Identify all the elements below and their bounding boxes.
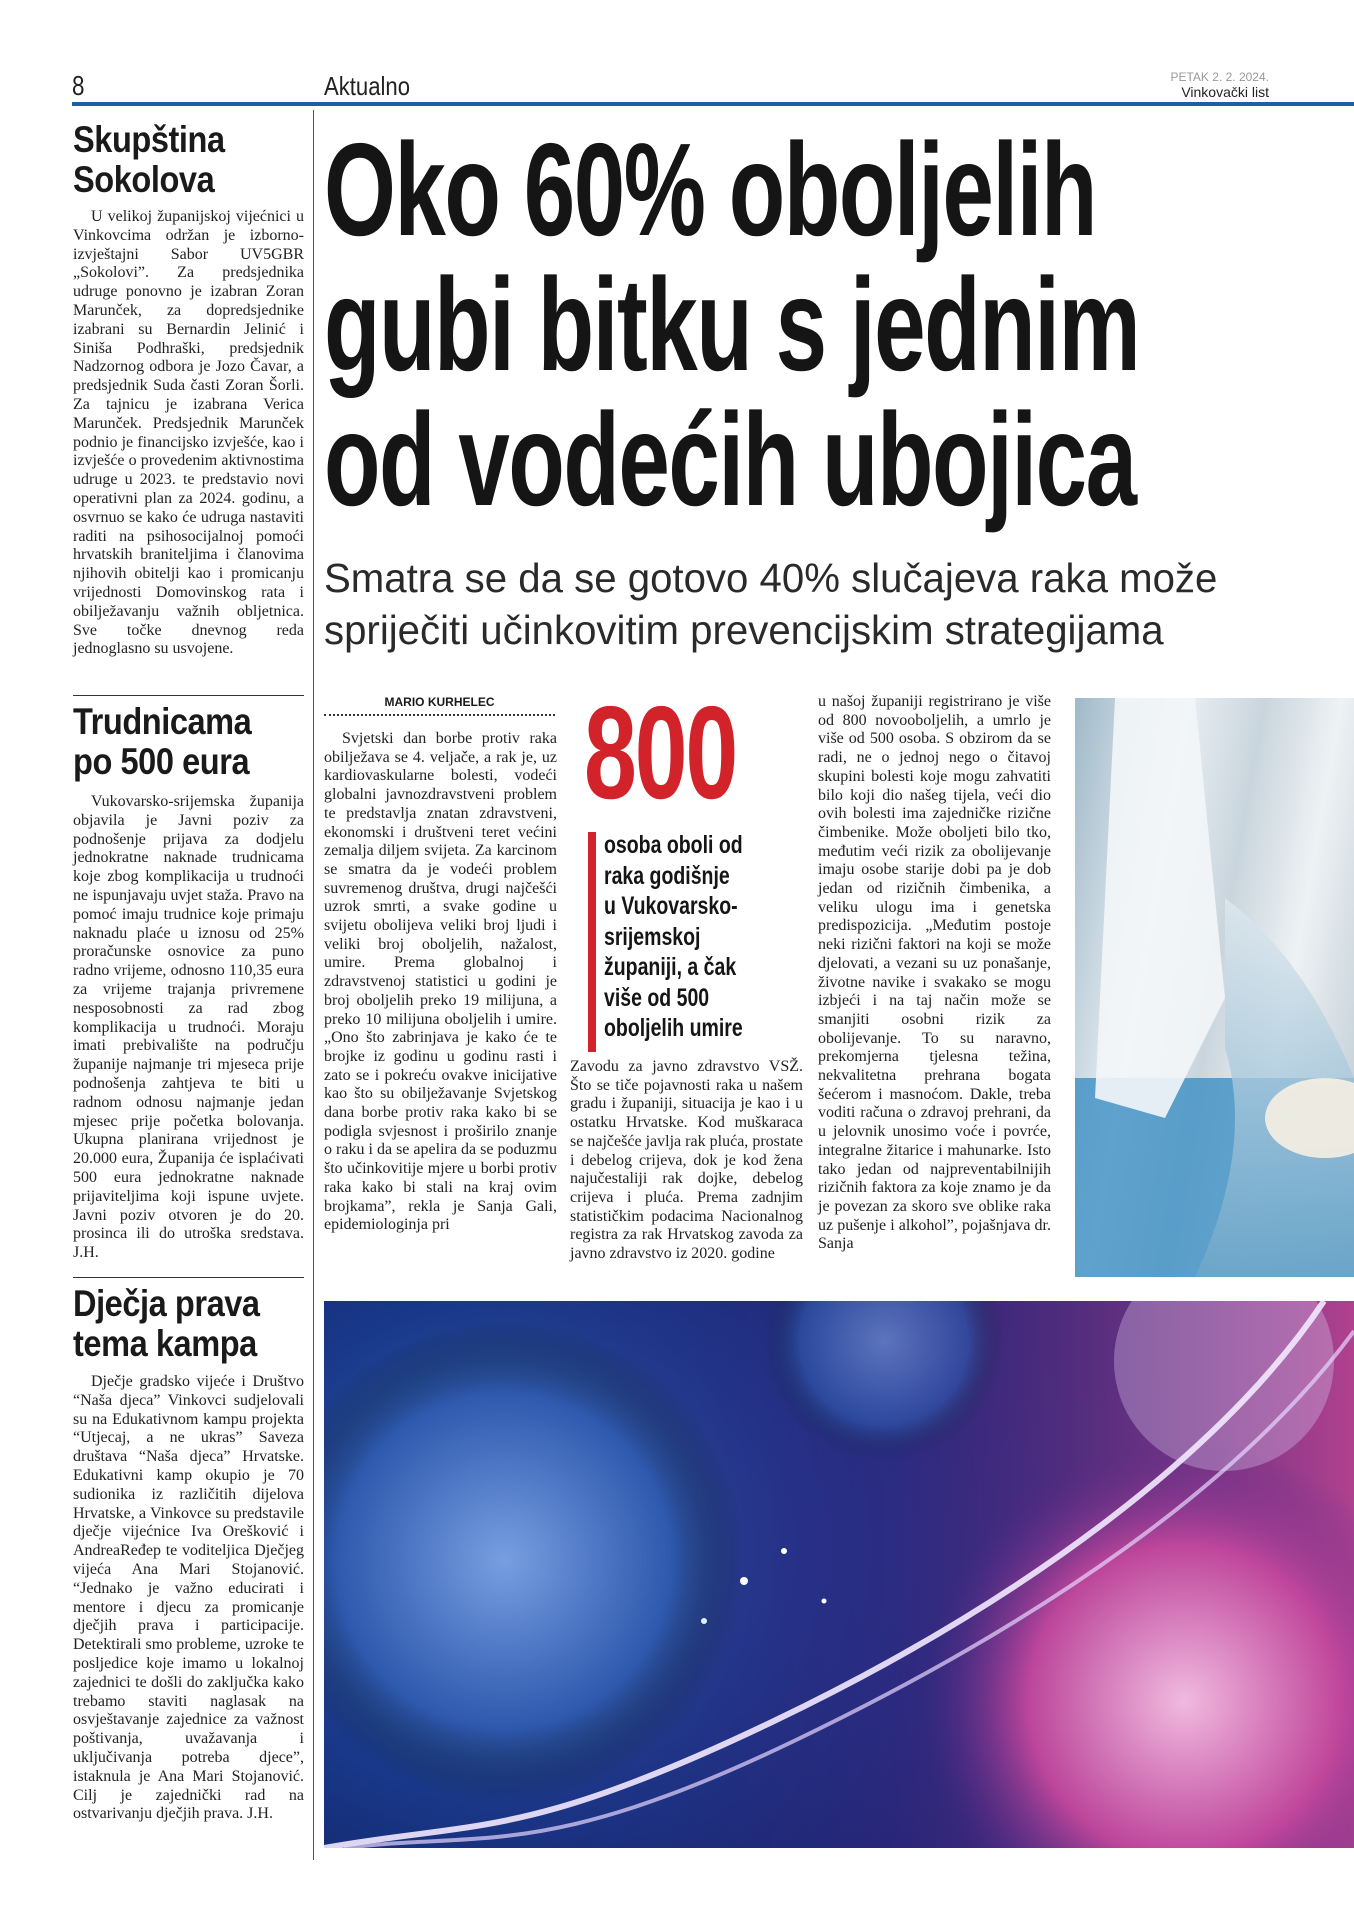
brief-body: U velikoj županijskoj vijećnici u Vinkovcima održan je izborno-izvještajni Sabor UV5GBR „Sokolovi”. Za predsjednika udruge ponovno je izabran Zoran Marunček, za dopredsjednike izabrani su Bernardin Jelinić i Siniša Podhraški, predsjednik Nadzornog odbora je Jozo Čavar, a predsjednik Suda časti Zoran Šorli. Za tajnicu je izabrana Verica Marunček. Predsjednik Marunček podnio je financijsko izvješće, kao i izvješće o provedenim aktivnostima udruge u 2023. te predstavio novi operativni plan za 2024. godinu, a osvrnuo se kako će udruga nastaviti raditi na psihosocijalnoj pomoći hrvatskih braniteljima i članovima njihovih obitelji kao i promicanju vrijednosti Domovinskog rata i obilježavanju važnih obljetnica. Sve točke dnevnog reda jednoglasno su usvojene. [73,208,304,658]
pullquote-text [604,830,807,1044]
brief-divider [73,695,304,696]
section-title: Aktualno [324,71,411,101]
highlight-number: 800 [584,679,737,826]
masthead [1170,70,1269,100]
cancer-cells-dna-illustration [324,1301,1354,1848]
paper-name: Vinkovački list [1181,84,1269,100]
brief-divider [73,1277,304,1278]
headline-line: Oko 60% oboljelih [324,116,1097,263]
article-subtitle [324,552,1333,656]
article-column-3: u našoj županiji registrirano je više od 800 novooboljelih, a umrlo je više od 500 osoba. S obzirom da se radi, ne o jednoj nego o čitavoj skupini bolesti koje mogu zahvatiti bilo koji dio našeg tijela, veći dio ovih bolesti ima zajedničke rizične čimbenike. Može oboljeti bilo tko, međutim veći rizik za obolijevanje imaju osobe starije dobi pa je dob jedan od rizičnih čimbenika, a veliku ulogu ima i genetska predispozicija. „Međutim postoje neki rizični faktori na koji se može djelovati, a vezani su uz ponašanje, životne navike i svakako se mogu izbjeći i na taj način može se smanjiti osobni rizik za obolijevanje. To su naravno, prekomjerna tjelesna težina, nekvalitetna prehrana bogata šećerom i masnoćom. Dakle, treba voditi računa o zdravoj prehrani, da u jelovnik unosimo voće i povrće, integralne žitarice i mahunarke. Isto tako jedan od najpreventabilnijih rizičnih faktora za koje znamo je da je povezan za skoro sve oblike raka uz pušenje i alkohol”, pojašnjava dr. Sanja [818,693,1051,1253]
pullquote-line: raka godišnje [604,861,730,890]
pullquote-line: županiji, a čak [604,953,737,981]
cells-dna-art [324,1301,1354,1848]
subtitle-line: Smatra se da se gotovo 40% slučajeva raka može [324,555,1218,601]
page-number: 8 [72,70,85,101]
highlight-pullquote [588,832,803,1052]
pullquote-bar [588,832,596,1052]
pullquote-line: srijemskoj [604,922,701,951]
pullquote-line: više od 500 [604,983,710,1012]
headline-line: od vodećih ubojica [324,386,1136,533]
brief-title: Dječja prava tema kampa [73,1283,260,1364]
byline-dotted-rule [324,714,555,716]
brief-body: Vukovarsko-srijemska županija objavila je Javni poziv za podnošenje prijava za dodjelu jednokratne naknade trudnicama koje zbog komplikacija u trudnoći ne ispunjavaju uvjet staža. Pravo na pomoć imaju trudnice koje primaju naknadu plaće u iznosu od 25% proračunske osnovice za puno radno vrijeme, odnosno 110,35 eura za vrijeme trajanja privremene nesposobnosti za rad zbog komplikacija u trudnoći. Moraju imati prebivalište na području županije najmanje tri mjeseca prije podnošenja zahtjeva te biti u radnom odnosu najmanje jedan mjesec prije početka bolovanja. Ukupna planirana vrijednost je 20.000 eura, Županija će isplaćivati 500 eura jednokratne naknade prijaviteljima koji ispune uvjete. Javni poziv otvoren je do 20. prosinca ili do utroška sredstava. J.H. [73,793,304,1262]
brief-body: Dječje gradsko vijeće i Društvo “Naša djeca” Vinkovci sudjelovali su na Edukativnom kampu projekta “Utjecaj, a ne ukras” Saveza društava “Naša djeca” Hrvatske. Edukativni kamp okupio je 70 sudionika iz različitih dijelova Hrvatske, a Vinkovce su predstavile dječje vijećnice Iva Orešković i AndreaReđep te voditeljica Dječjeg vijeća Ana Mari Stojanović. “Jednako je važno educirati i mentore i djecu za promicanje dječjih prava i participacije. Detektirali smo probleme, uzroke te posljedice koje imamo u lokalnoj zajednici te došli do zaključka kako trebamo staviti naglasak na osvještavanje zajednice za važnost poštivanja, uvažavanja i uključivanja potreba djece”, istaknula je Ana Mari Stojanović. Cilj je zajednički rad na ostvarivanju dječjih prava. J.H. [73,1373,304,1823]
pullquote-line: u Vukovarsko- [604,892,738,920]
pullquote-line: oboljelih umire [604,1014,743,1042]
brief-title: Skupština Sokolova [73,119,225,200]
article-column-1: Svjetski dan borbe protiv raka obilježava se 4. veljače, a rak je, uz kardiovaskularne bolesti, vodeći globalni javnozdravstveni problem te predstavlja znatan zdravstveni, ekonomski i društveni teret većini zemalja diljem svijeta. Za karcinom se smatra da je vodeći problem suvremenog društva, drugi najčešći uzrok smrti, a svake godine u svijetu obolijeva veliki broj ljudi i veliki broj oboljelih, nažalost, umire. Prema globalnoj i zdravstvenoj statistici u godini je broj oboljelih preko 19 milijuna, a preko 10 milijuna oboljelih i umire. „Ono što zabrinjava je kako će te brojke iz godinu u godinu rasti i zato se i pokreću ovakve inicijative kao što su obilježavanje Svjetskog dana borbe protiv raka kako bi se podigla svjesnost i proširilo znanje o raku i da se apelira da se poduzmu što učinkovitije mjere u borbi protiv raka kako bi stali na kraj ovim brojkama”, rekla je Sanja Gali, epidemiologinja pri [324,730,557,1234]
column-divider [313,110,314,1860]
headline-line: gubi bitku s jednim [324,251,1140,398]
pullquote-line: osoba oboli od [604,831,743,859]
article-headline [324,116,1255,533]
article-column-2: Zavodu za javno zdravstvo VSŽ. Što se tiče pojavnosti raka u našem gradu i županiji, situacija je kao i u ostatku Hrvatske. Kod muškaraca se najčešće javlja rak pluća, prostate i debelog crijeva, dok je kod žena najučestaliji rak dojke, debelog crijeva i pluća. Prema zadnjim statističkim podacima Nacionalnog registra za rak Hrvatskog zavoda za javno zdravstvo iz 2020. godine [570,1058,803,1263]
header-rule [72,102,1354,106]
subtitle-line: spriječiti učinkovitim prevencijskim strategijama [324,607,1164,653]
surgery-photo [1075,698,1354,1277]
issue-date: PETAK 2. 2. 2024. [1170,70,1269,84]
surgery-photo-art [1075,698,1354,1277]
byline: MARIO KURHELEC [384,695,495,709]
brief-title: Trudnicama po 500 eura [73,701,252,782]
